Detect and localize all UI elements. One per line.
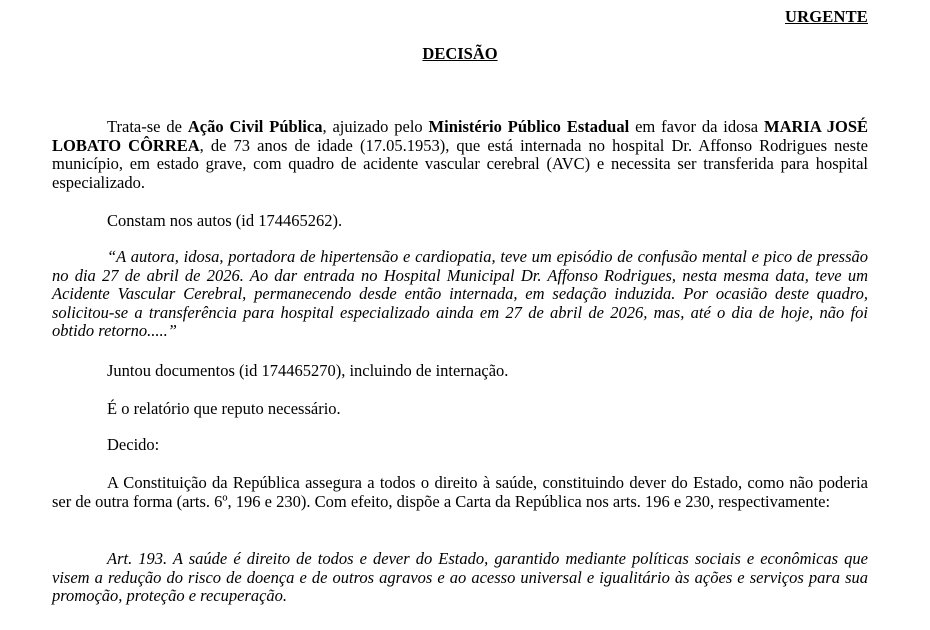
action-type: Ação Civil Pública (187, 117, 323, 136)
ministry-name: Ministério Público Estadual (428, 117, 630, 136)
intro-text-1: Trata-se de (107, 117, 188, 136)
article-quote: Art. 193. A saúde é direito de todos e dever do Estado, garantido mediante políticas sociais e econômicas que visem a redução do risco de doença e de outros agravos e ao acesso universal e igualitário às ações e serviços para sua promoção, proteção e recuperação. (52, 549, 868, 605)
constituicao-paragraph: A Constituição da República assegura a todos o direito à saúde, constituindo dever do Estado, como não poderia ser de outra forma (arts. 6º, 196 e 230). Com efeito, dispõe a Carta da República nos arts. 196 e 230, respectivamente: (52, 473, 868, 511)
juntou-paragraph: Juntou documentos (id 174465270), incluindo de internação. (107, 361, 509, 380)
urgent-label: URGENTE (785, 7, 868, 26)
constam-paragraph: Constam nos autos (id 174465262). (107, 211, 343, 230)
party-name: MARIA JOSÉ LOBATO CÔRREA (52, 117, 869, 155)
intro-text-2: , ajuizado pelo (322, 117, 429, 136)
intro-text-4: , de 73 anos de idade (17.05.1953), que está internada no hospital Dr. Affonso Rodrigues neste município, em estado grave, com quadro de acidente vascular cerebral (AVC) e necessita ser transferida para hospital especializado. (52, 135, 868, 192)
quote-paragraph: “A autora, idosa, portadora de hipertensão e cardiopatia, teve um episódio de confusão mental e pico de pressão no dia 27 de abril de 2026. Ao dar entrada no Hospital Municipal Dr. Affonso Rodrigues, nesta mesma data, teve um Acidente Vascular Cerebral, permanecendo desde então internada, em sedação induzida. Por ocasião deste quadro, solicitou-se a transferência para hospital especializado ainda em 27 de abril de 2026, mas, até o dia de hoje, não foi obtido retorno.....” (52, 247, 868, 340)
intro-text-3: em favor da idosa (629, 117, 765, 136)
relatorio-paragraph: É o relatório que reputo necessário. (107, 399, 341, 418)
document-title: DECISÃO (422, 44, 498, 63)
intro-paragraph (52, 118, 868, 192)
decido-paragraph: Decido: (107, 435, 160, 454)
